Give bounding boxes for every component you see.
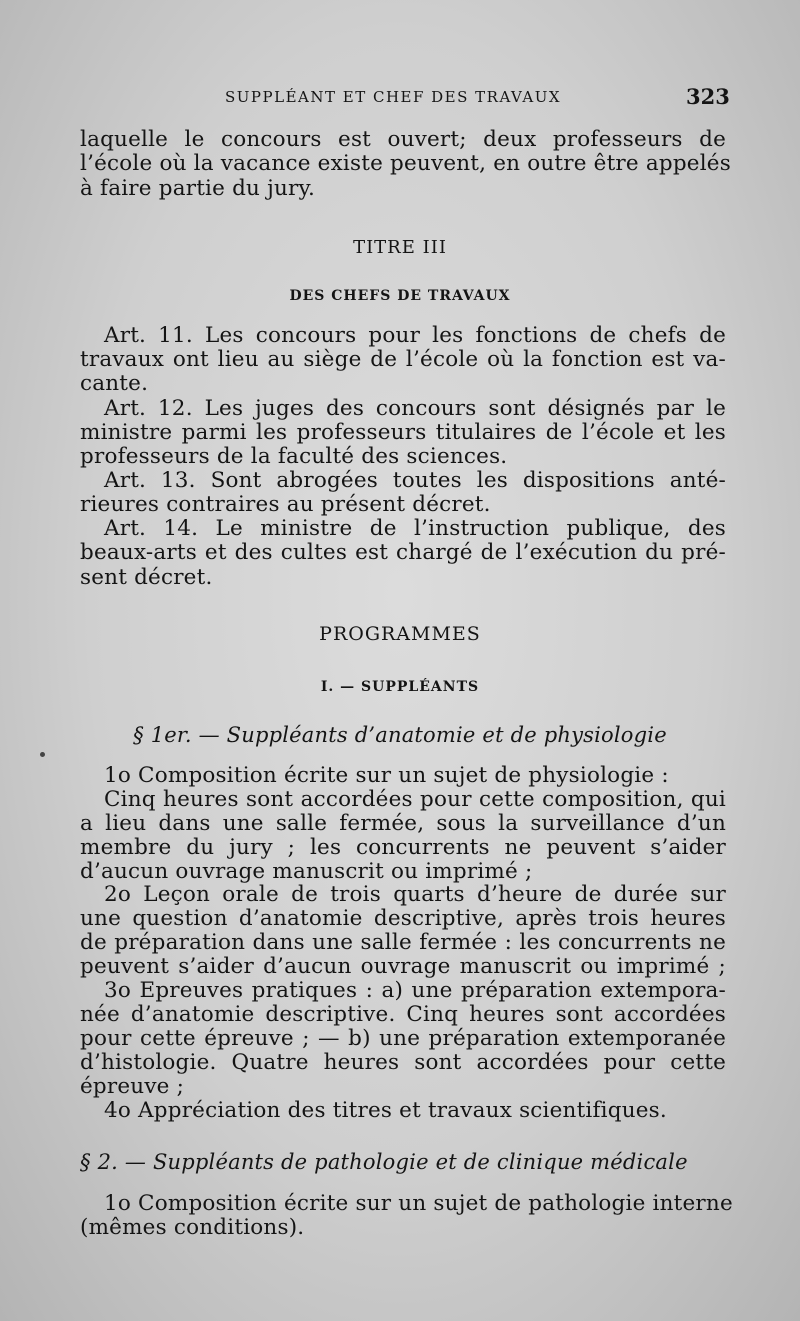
text-line: beaux-arts et des cultes est chargé de l’exécution du pré-: [80, 540, 726, 565]
print-speck: [40, 752, 45, 757]
article-11-line: Art. 11. Les concours pour les fonctions de chefs de: [104, 323, 726, 348]
article-14-line: Art. 14. Le ministre de l’instruction publique, des: [104, 516, 726, 541]
paragraph-2-heading: § 2. — Suppléants de pathologie et de clinique médicale: [80, 1150, 688, 1174]
text-line: 1o Composition écrite sur un sujet de physiologie :: [104, 763, 669, 788]
text-line: cante.: [80, 371, 149, 396]
text-line: Cinq heures sont accordées pour cette composition, qui: [104, 787, 726, 812]
text-line: à faire partie du jury.: [80, 176, 316, 201]
running-header: [0, 84, 800, 114]
text-line: peuvent s’aider d’aucun ouvrage manuscrit ou imprimé ;: [80, 954, 726, 979]
text-line: (mêmes conditions).: [80, 1215, 305, 1240]
text-line: laquelle le concours est ouvert; deux professeurs de: [80, 127, 726, 152]
text-line: 2o Leçon orale de trois quarts d’heure de durée sur: [104, 882, 726, 907]
programmes-heading: PROGRAMMES: [319, 623, 481, 645]
text-line: ministre parmi les professeurs titulaires de l’école et les: [80, 420, 726, 445]
running-title: SUPPLÉANT ET CHEF DES TRAVAUX: [225, 88, 562, 106]
article-13-line: Art. 13. Sont abrogées toutes les dispositions anté-: [104, 468, 726, 493]
text-line: sent décret.: [80, 565, 213, 590]
text-line: 1o Composition écrite sur un sujet de pathologie interne: [104, 1191, 733, 1216]
text-line: 3o Epreuves pratiques : a) une préparation extempora-: [104, 978, 726, 1003]
text-line: a lieu dans une salle fermée, sous la surveillance d’un: [80, 811, 726, 836]
text-line: membre du jury ; les concurrents ne peuvent s’aider: [80, 835, 726, 860]
text-line: de préparation dans une salle fermée : les concurrents ne: [80, 930, 726, 955]
text-line: une question d’anatomie descriptive, après trois heures: [80, 906, 726, 931]
section-heading: I. — SUPPLÉANTS: [320, 679, 480, 695]
title-subheading: DES CHEFS DE TRAVAUX: [289, 288, 511, 304]
text-line: l’école où la vacance existe peuvent, en outre être appelés: [80, 151, 731, 176]
page-number: 323: [686, 84, 730, 109]
text-line: travaux ont lieu au siège de l’école où la fonction est va-: [80, 347, 726, 372]
text-line: professeurs de la faculté des sciences.: [80, 444, 508, 469]
title-heading: TITRE III: [353, 237, 447, 258]
text-line: d’histologie. Quatre heures sont accordées pour cette: [80, 1050, 726, 1075]
text-line: rieures contraires au présent décret.: [80, 492, 491, 517]
text-line: d’aucun ouvrage manuscrit ou imprimé ;: [80, 859, 533, 884]
text-line: née d’anatomie descriptive. Cinq heures sont accordées: [80, 1002, 726, 1027]
text-line: 4o Appréciation des titres et travaux scientifiques.: [104, 1098, 667, 1123]
text-line: épreuve ;: [80, 1074, 185, 1099]
article-12-line: Art. 12. Les juges des concours sont désignés par le: [104, 396, 726, 421]
text-line: pour cette épreuve ; — b) une préparation extemporanée: [80, 1026, 726, 1051]
paragraph-1-heading: § 1er. — Suppléants d’anatomie et de physiologie: [133, 723, 667, 747]
